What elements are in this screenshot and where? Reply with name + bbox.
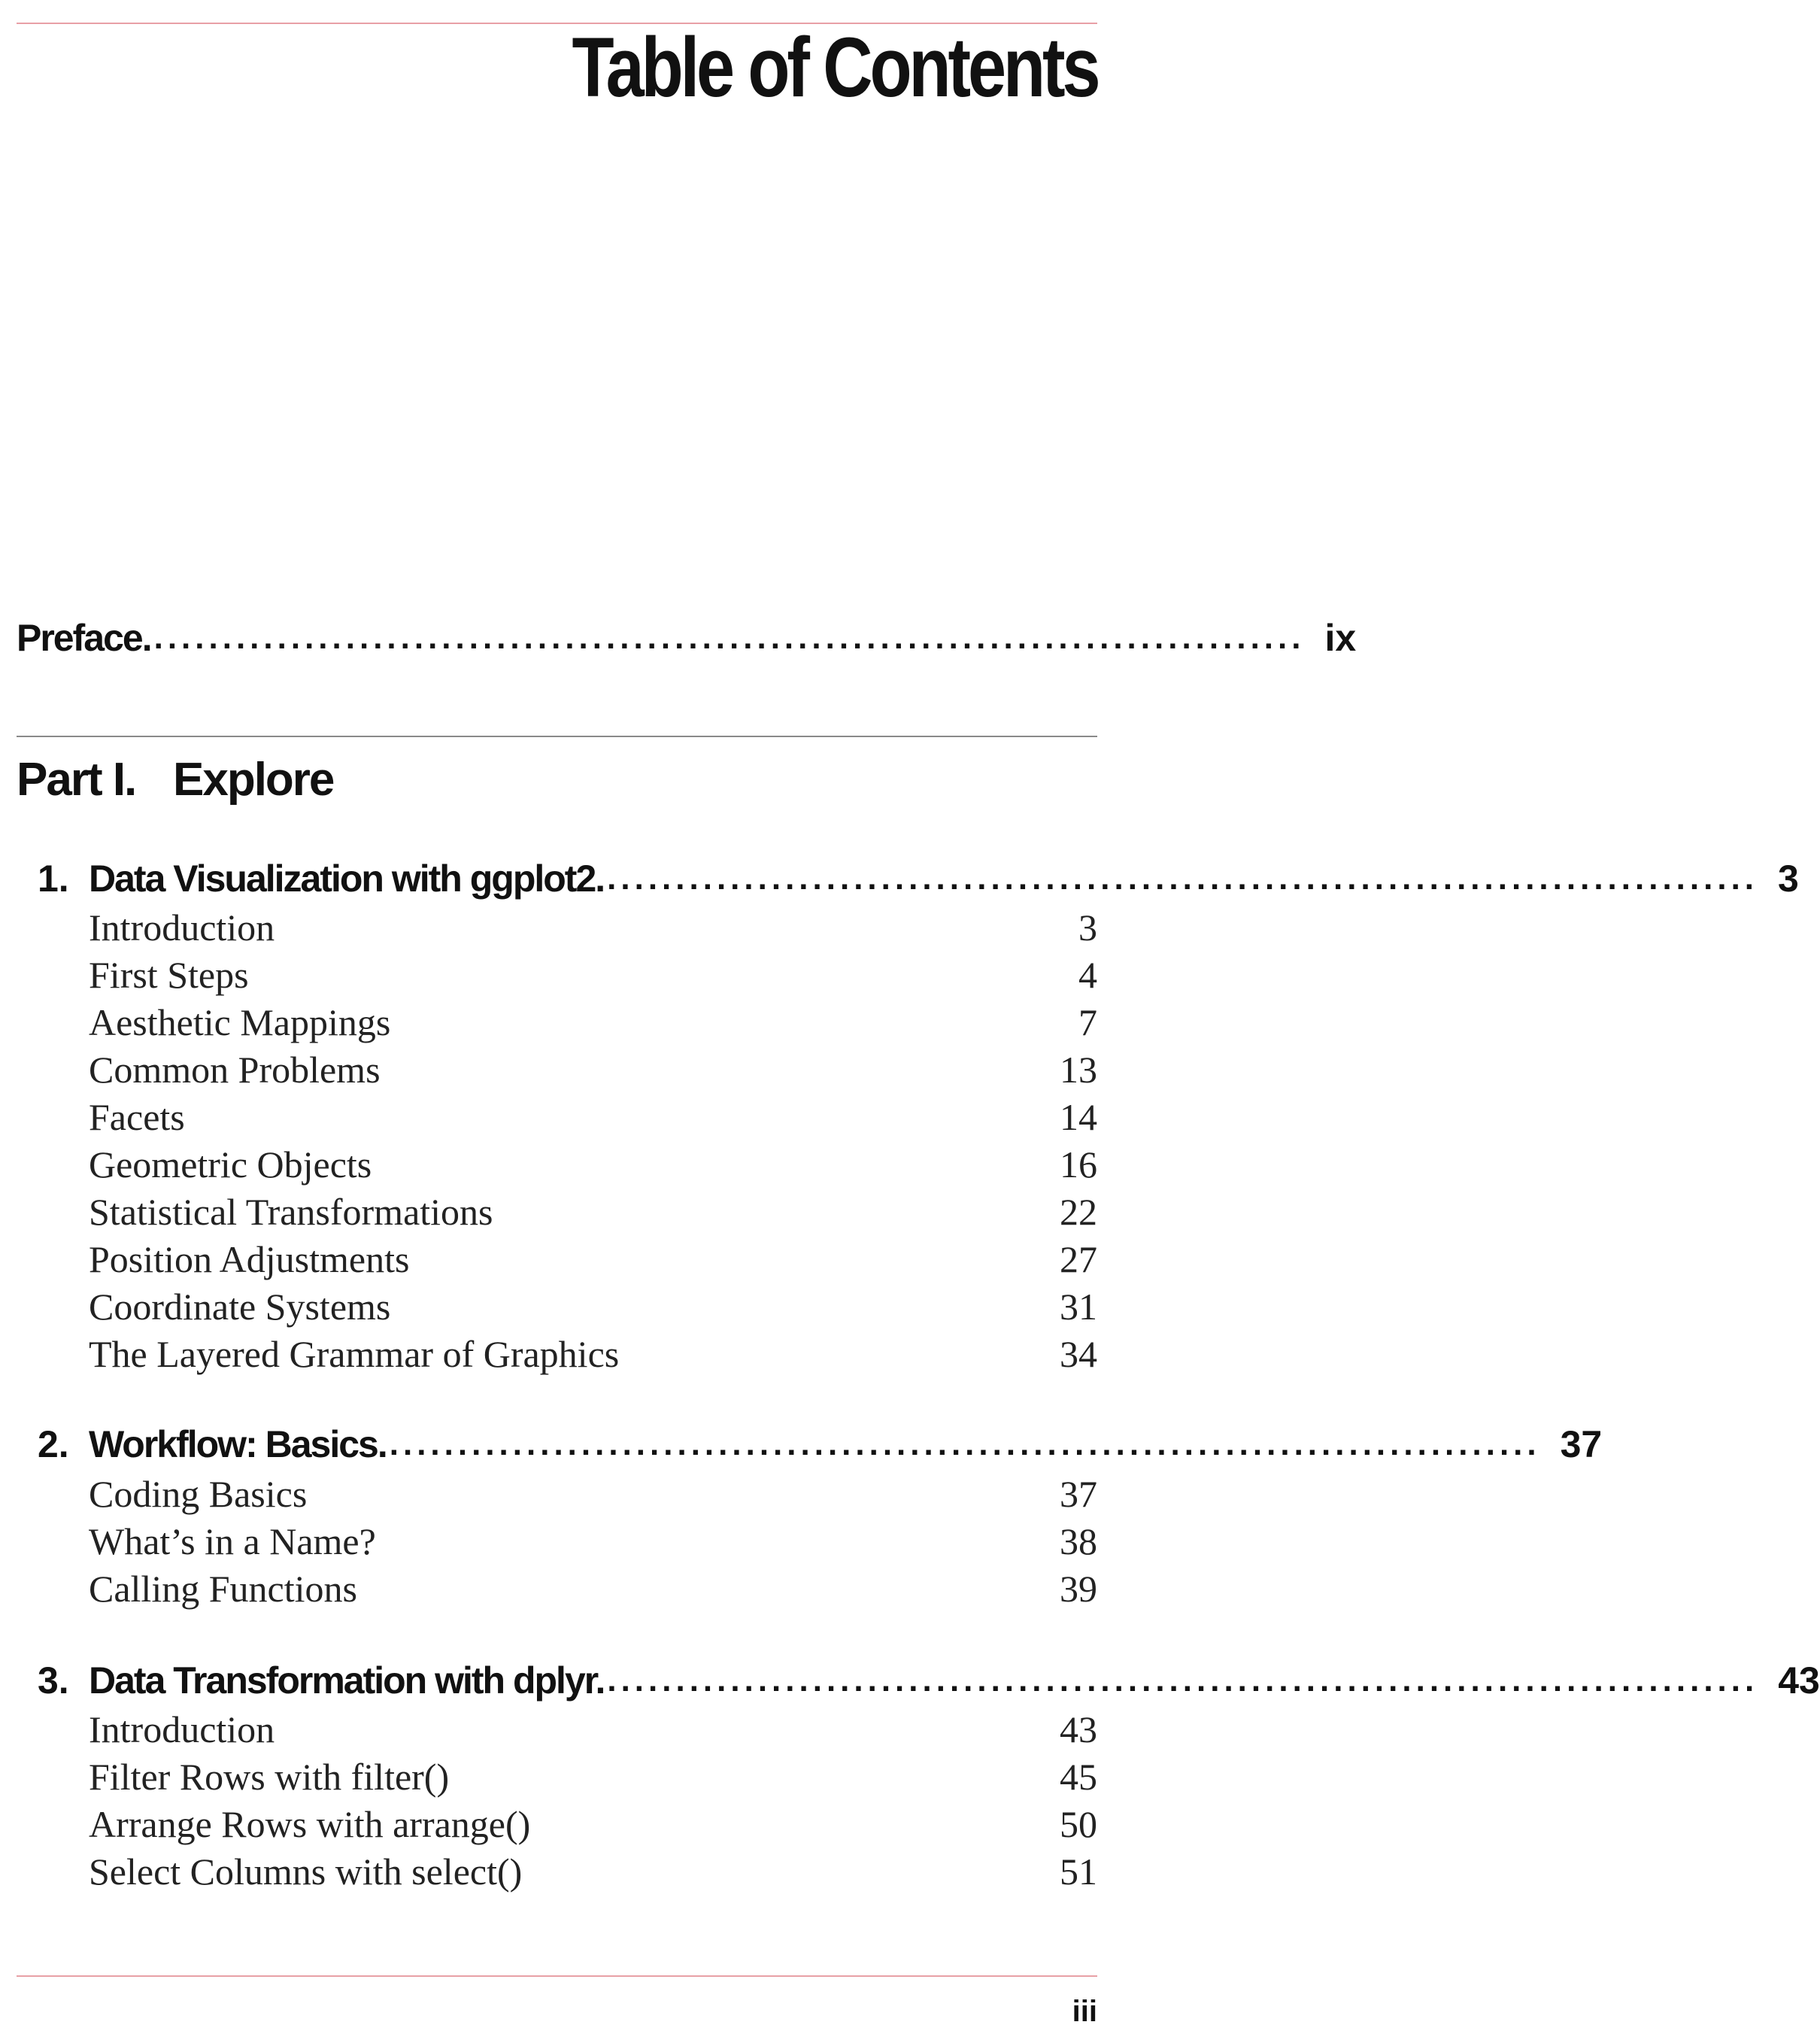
bottom-rule: [17, 1975, 1097, 1977]
section-title: First Steps: [89, 954, 249, 996]
page-number: iii: [1072, 1995, 1097, 2028]
chapter-number: 1.: [38, 858, 69, 900]
toc-entry-section[interactable]: [89, 1706, 1097, 1753]
section-title: Coordinate Systems: [89, 1286, 391, 1328]
chapter-title: Data Transformation with dplyr.: [89, 1659, 605, 1702]
section-title: Coding Basics: [89, 1473, 308, 1515]
chapter-title: Data Visualization with ggplot2.: [89, 858, 605, 900]
dot-leader: ....................................................................................: [389, 1425, 1541, 1462]
section-title: Introduction: [89, 906, 275, 949]
section-page: 4: [1078, 954, 1097, 996]
part-title: Explore: [173, 753, 334, 806]
chapter-number: 3.: [38, 1659, 69, 1702]
toc-entry-section[interactable]: [89, 1046, 1097, 1093]
section-page: 22: [1060, 1191, 1097, 1233]
chapter-page: 3: [1778, 858, 1799, 900]
toc-entry-section[interactable]: [89, 1189, 1097, 1235]
chapter-page: 37: [1560, 1423, 1603, 1465]
section-title: Introduction: [89, 1708, 275, 1750]
section-title: What’s in a Name?: [89, 1520, 376, 1562]
toc-entry-section[interactable]: [89, 1848, 1097, 1895]
section-title: Filter Rows with filter(): [89, 1756, 450, 1798]
section-page: 7: [1078, 1001, 1097, 1043]
section-page: 37: [1060, 1473, 1097, 1515]
dot-leader: ....................................................................................: [607, 1662, 1759, 1699]
section-title: Geometric Objects: [89, 1143, 372, 1186]
chapter-title: Workflow: Basics.: [89, 1423, 387, 1465]
page-title: Table of Contents: [571, 20, 1097, 114]
section-page: 14: [1060, 1096, 1097, 1138]
section-page: 38: [1060, 1520, 1097, 1562]
section-page: 51: [1060, 1850, 1097, 1893]
section-page: 27: [1060, 1238, 1097, 1280]
section-title: Common Problems: [89, 1049, 381, 1091]
toc-entry-section[interactable]: [89, 1801, 1097, 1847]
toc-entry-preface[interactable]: [17, 615, 1357, 660]
part-rule: [17, 736, 1097, 737]
section-page: 3: [1078, 906, 1097, 949]
section-page: 34: [1060, 1333, 1097, 1375]
toc-entry-chapter-1[interactable]: [38, 856, 1799, 901]
section-page: 16: [1060, 1143, 1097, 1186]
preface-title: Preface.: [17, 617, 151, 659]
section-title: Aesthetic Mappings: [89, 1001, 391, 1043]
section-page: 50: [1060, 1803, 1097, 1845]
section-title: The Layered Grammar of Graphics: [89, 1333, 620, 1375]
dot-leader: ....................................................................................: [607, 860, 1759, 897]
preface-page: ix: [1324, 617, 1357, 659]
toc-entry-section[interactable]: [89, 1283, 1097, 1330]
section-page: 39: [1060, 1568, 1097, 1610]
section-title: Select Columns with select(): [89, 1850, 523, 1893]
toc-entry-section[interactable]: [89, 1753, 1097, 1800]
toc-entry-section[interactable]: [89, 1471, 1097, 1517]
section-page: 31: [1060, 1286, 1097, 1328]
part-heading: [17, 749, 333, 809]
toc-entry-section[interactable]: [89, 1094, 1097, 1140]
section-page: 43: [1060, 1708, 1097, 1750]
toc-entry-section[interactable]: [89, 1236, 1097, 1283]
section-title: Arrange Rows with arrange(): [89, 1803, 531, 1845]
toc-entry-section[interactable]: [89, 1141, 1097, 1188]
section-page: 45: [1060, 1756, 1097, 1798]
section-title: Statistical Transformations: [89, 1191, 493, 1233]
section-title: Position Adjustments: [89, 1238, 410, 1280]
section-title: Facets: [89, 1096, 185, 1138]
toc-entry-section[interactable]: [89, 1565, 1097, 1612]
dot-leader: ....................................................................................: [153, 619, 1306, 656]
chapter-page: 43: [1778, 1659, 1820, 1702]
part-label: Part I.: [17, 753, 136, 806]
chapter-number: 2.: [38, 1423, 69, 1465]
toc-entry-section[interactable]: [89, 904, 1097, 951]
toc-entry-section[interactable]: [89, 999, 1097, 1046]
toc-entry-section[interactable]: [89, 1331, 1097, 1377]
toc-entry-chapter-3[interactable]: [38, 1658, 1820, 1703]
toc-entry-chapter-2[interactable]: [38, 1422, 1603, 1467]
toc-entry-section[interactable]: [89, 952, 1097, 998]
section-page: 13: [1060, 1049, 1097, 1091]
section-title: Calling Functions: [89, 1568, 357, 1610]
toc-entry-section[interactable]: [89, 1518, 1097, 1565]
